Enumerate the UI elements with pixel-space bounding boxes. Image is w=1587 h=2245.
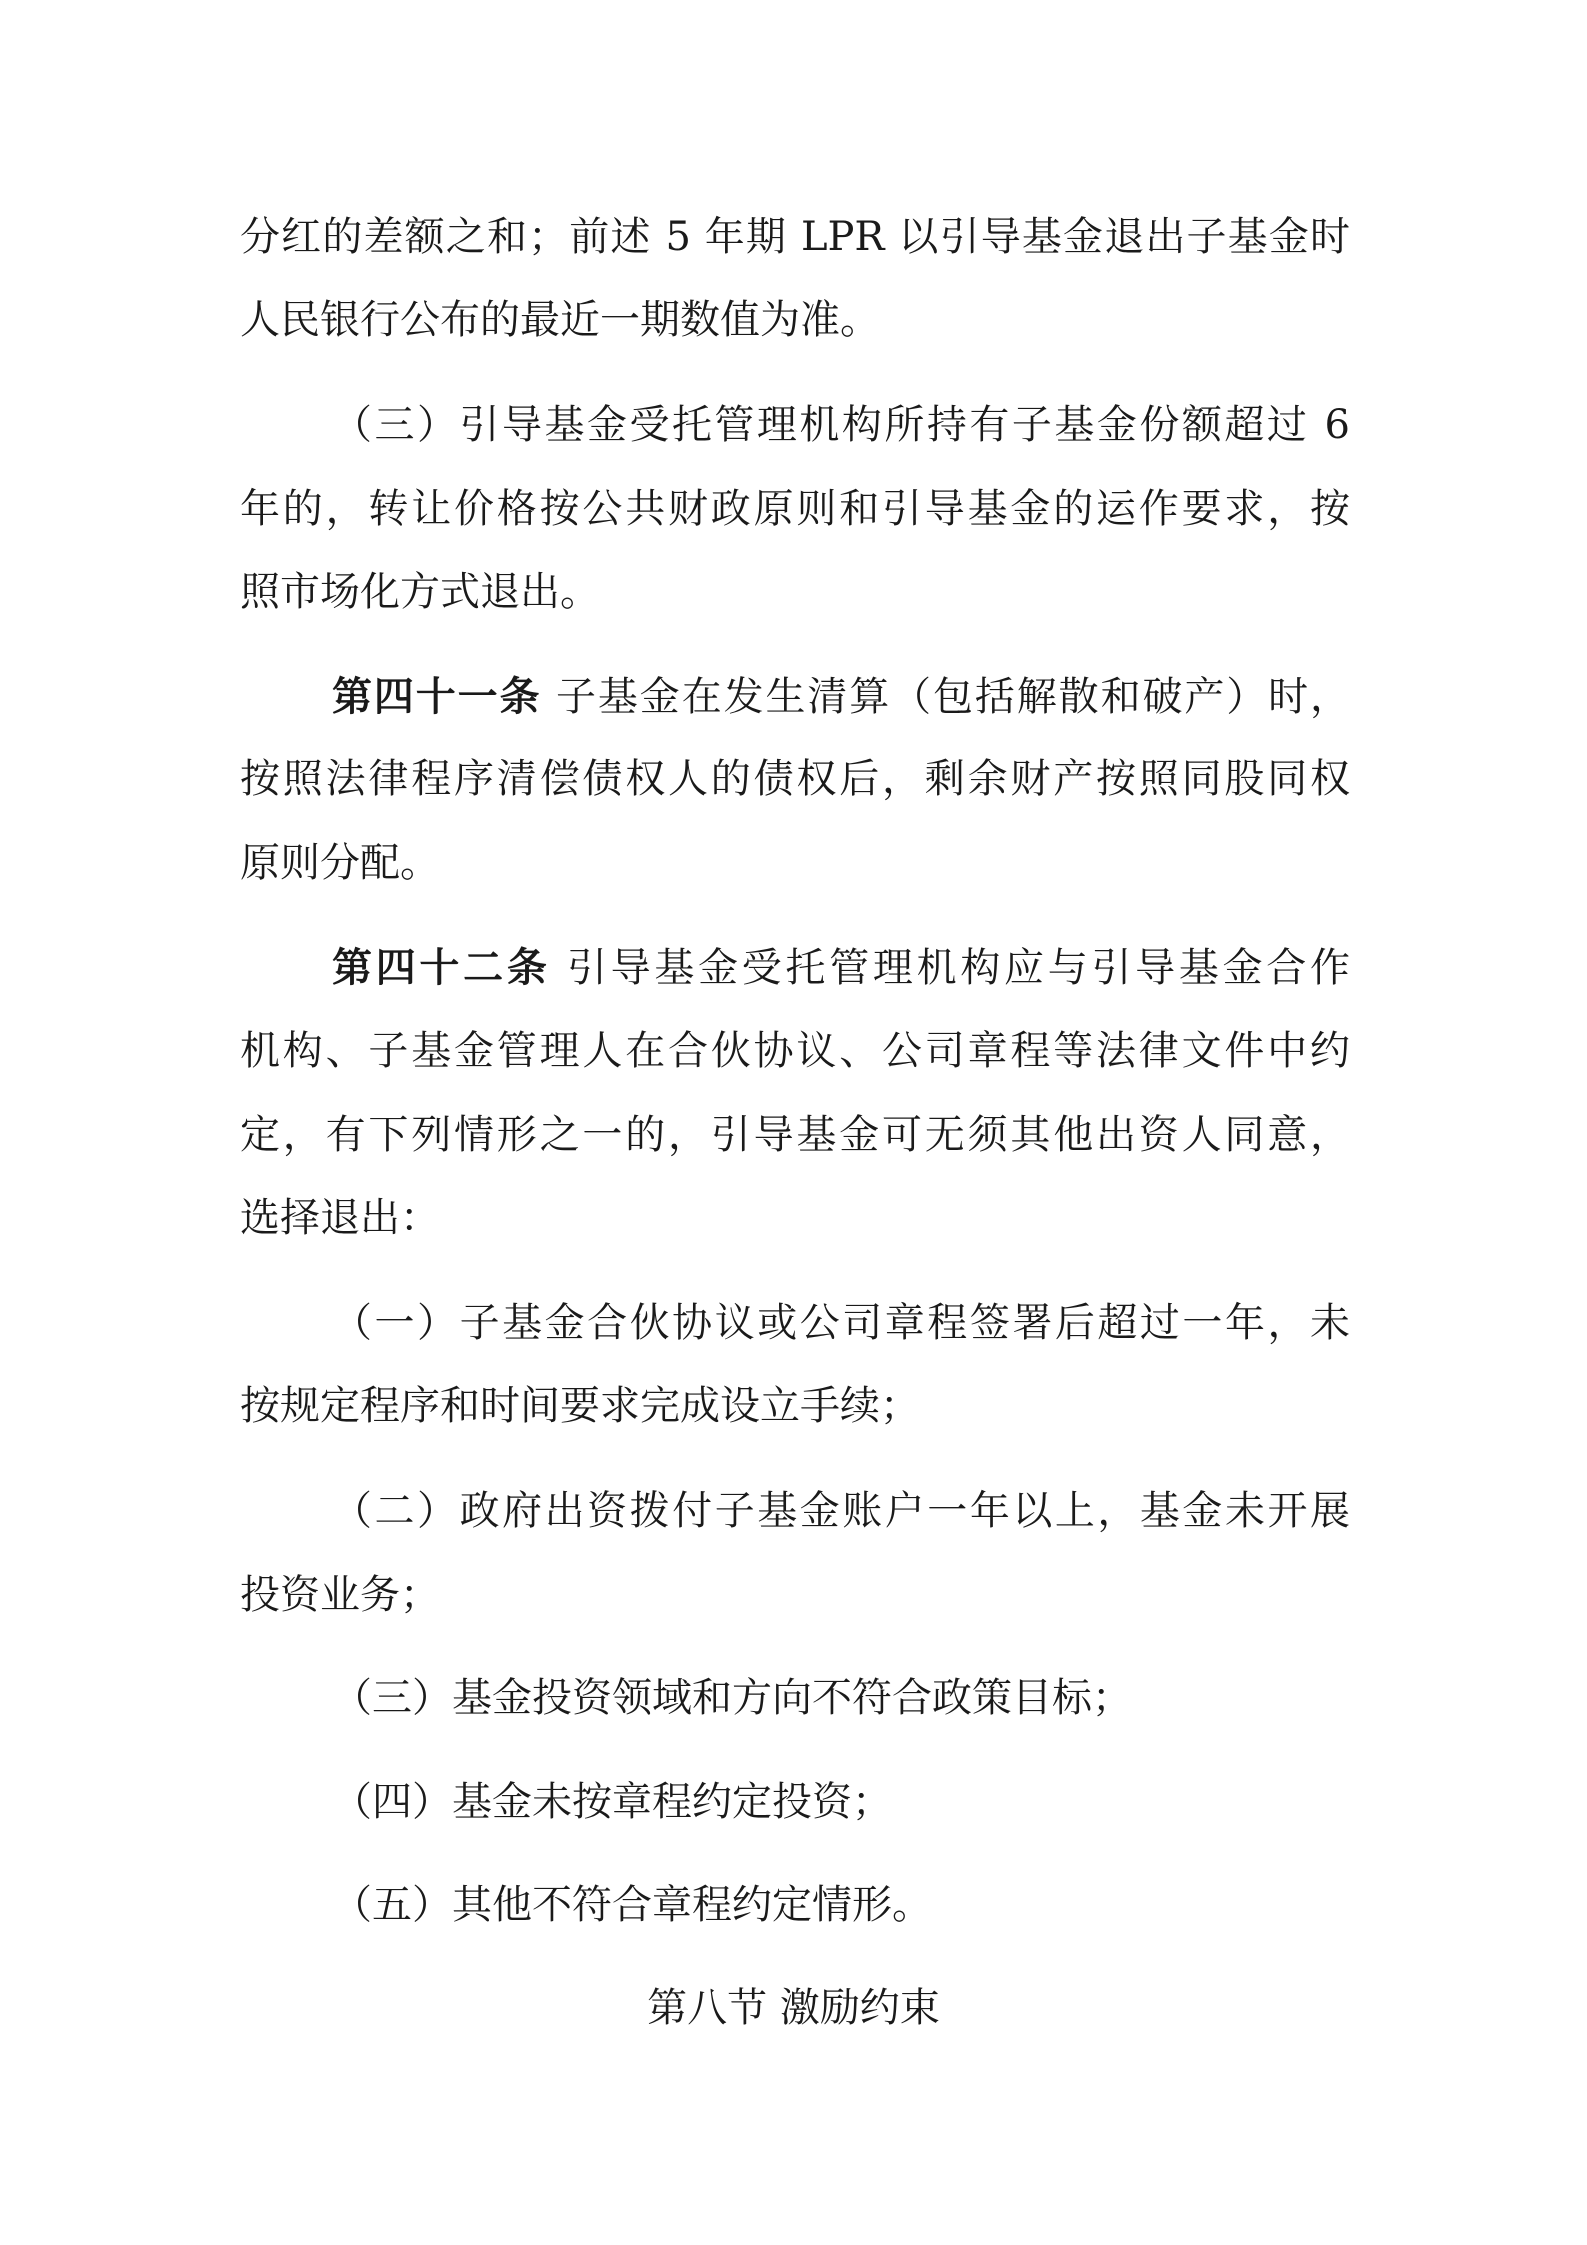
paragraph-line: 选择退出： <box>240 1195 440 1241</box>
article-42-first-line <box>332 935 1350 1001</box>
list-item-line: （二）政府出资拨付子基金账户一年以上，基金未开展 <box>332 1488 1350 1534</box>
paragraph-line: 机构、子基金管理人在合伙协议、公司章程等法律文件中约 <box>240 1028 1350 1074</box>
paragraph-line: 按照法律程序清偿债权人的债权后，剩余财产按照同股同权 <box>240 756 1350 802</box>
article-42-label: 第四十二条 <box>332 944 551 991</box>
paragraph-line: 原则分配。 <box>240 840 440 886</box>
article-42-text: 引导基金受托管理机构应与引导基金合作 <box>550 945 1351 991</box>
article-41-label: 第四十一条 <box>332 673 542 720</box>
list-item-line: 按规定程序和时间要求完成设立手续； <box>240 1383 920 1429</box>
list-item-line: （四）基金未按章程约定投资； <box>332 1779 892 1825</box>
article-41-text: 子基金在发生清算（包括解散和破产）时， <box>541 674 1350 720</box>
list-item-line: （一）子基金合伙协议或公司章程签署后超过一年，未 <box>332 1300 1350 1346</box>
paragraph-line: （三）引导基金受托管理机构所持有子基金份额超过 6 <box>332 402 1350 448</box>
list-item-line: 投资业务； <box>240 1572 440 1618</box>
section-heading: 第八节 激励约束 <box>647 1985 940 2031</box>
list-item-line: （五）其他不符合章程约定情形。 <box>332 1882 932 1928</box>
paragraph-line: 年的，转让价格按公共财政原则和引导基金的运作要求，按 <box>240 486 1350 532</box>
paragraph-line: 照市场化方式退出。 <box>240 569 600 615</box>
paragraph-line: 分红的差额之和；前述 5 年期 LPR 以引导基金退出子基金时 <box>240 214 1350 260</box>
article-41-first-line <box>332 664 1350 730</box>
list-item-line: （三）基金投资领域和方向不符合政策目标； <box>332 1675 1132 1721</box>
paragraph-line: 人民银行公布的最近一期数值为准。 <box>240 297 880 343</box>
paragraph-line: 定，有下列情形之一的，引导基金可无须其他出资人同意， <box>240 1112 1350 1158</box>
